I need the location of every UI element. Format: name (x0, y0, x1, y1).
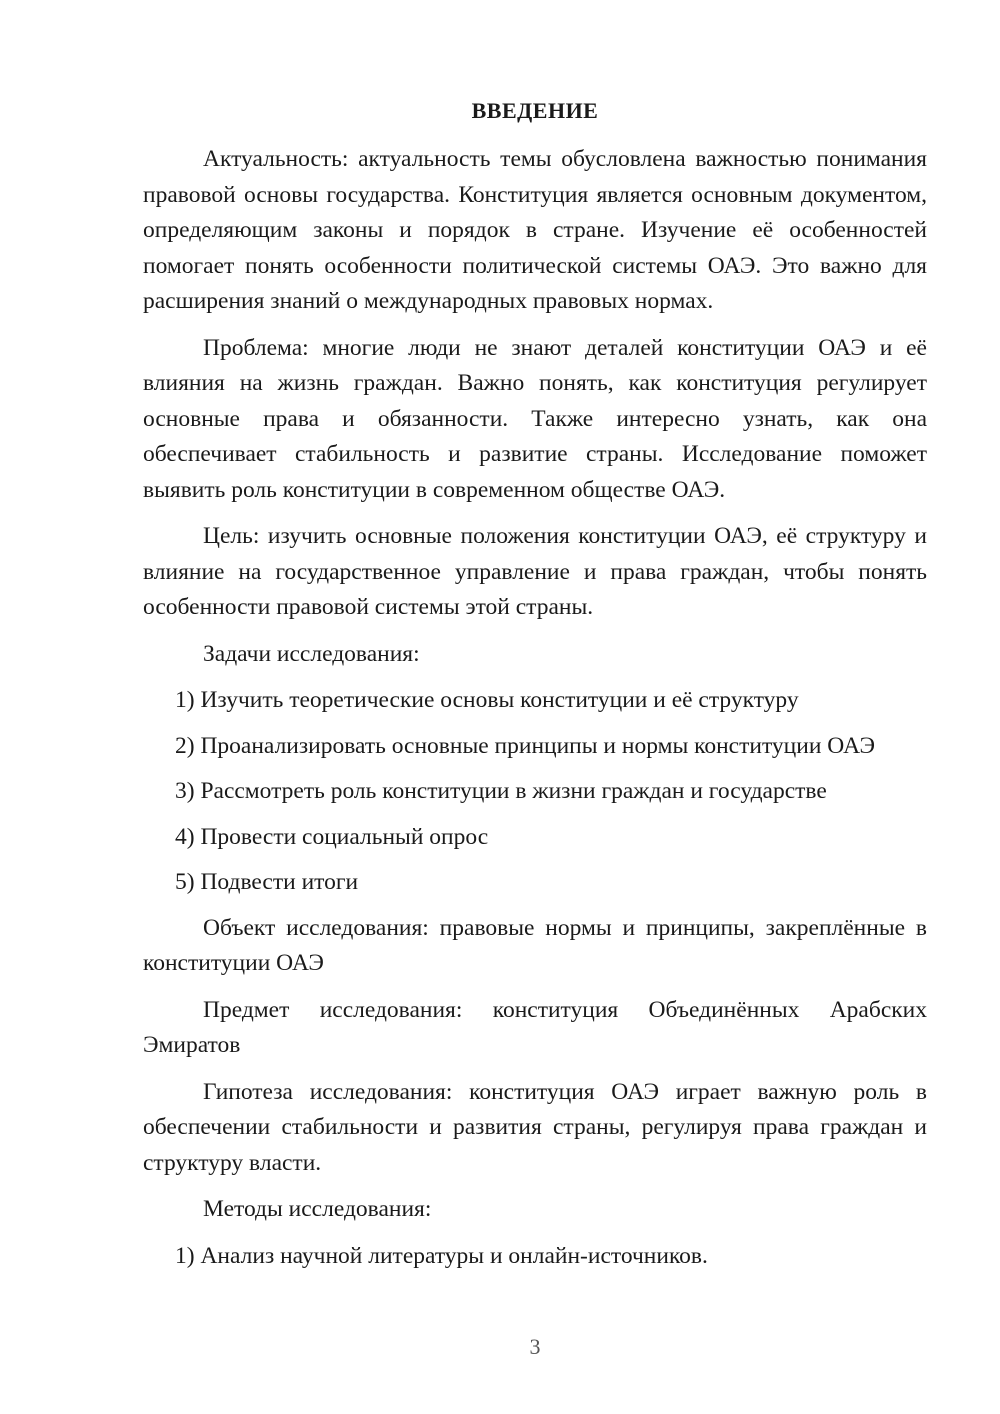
document-body (143, 142, 927, 1284)
object-paragraph: Объект исследования: правовые нормы и принципы, закреплённые в конституции ОАЭ (143, 914, 927, 976)
methods-heading: Методы исследования: (203, 1196, 432, 1222)
hypothesis-paragraph: Гипотеза исследования: конституция ОАЭ играет важную роль в обеспечении стабильности и развития страны, регулируя права граждан и структуру власти. (143, 1078, 927, 1176)
task-item: 1) Изучить теоретические основы конституции и её структуру (175, 687, 799, 713)
task-item: 3) Рассмотреть роль конституции в жизни граждан и государстве (175, 778, 827, 804)
goal-paragraph: Цель: изучить основные положения конституции ОАЭ, её структуру и влияние на государственное управление и права граждан, чтобы понять особенности правовой системы этой страны. (143, 523, 927, 620)
page-title: ВВЕДЕНИЕ (471, 98, 599, 123)
problem-paragraph: Проблема: многие люди не знают деталей конституции ОАЭ и её влияния на жизнь граждан. Важно понять, как конституция регулирует основные права и обязанности. Также интересно узнать, как она обеспечивает стабильность и развитие страны. Исследование поможет выявить роль конституции в современном обществе ОАЭ. (143, 334, 927, 503)
relevance-paragraph: Актуальность: актуальность темы обусловлена важностью понимания правовой основы государства. Конституция является основным документом, определяющим законы и порядок в стране. Изучение её особенностей помогает понять особенности политической системы ОАЭ. Это важно для расширения знаний о международных правовых нормах. (143, 146, 927, 314)
tasks-heading: Задачи исследования: (203, 640, 420, 667)
task-item: 4) Провести социальный опрос (175, 823, 489, 850)
task-item: 2) Проанализировать основные принципы и нормы конституции ОАЭ (175, 732, 875, 759)
subject-paragraph: Предмет исследования: конституция Объединённых Арабских Эмиратов (143, 996, 927, 1058)
page-number: 3 (529, 1334, 541, 1359)
method-item: 1) Анализ научной литературы и онлайн-источников. (175, 1242, 708, 1269)
task-item: 5) Подвести итоги (175, 869, 359, 895)
